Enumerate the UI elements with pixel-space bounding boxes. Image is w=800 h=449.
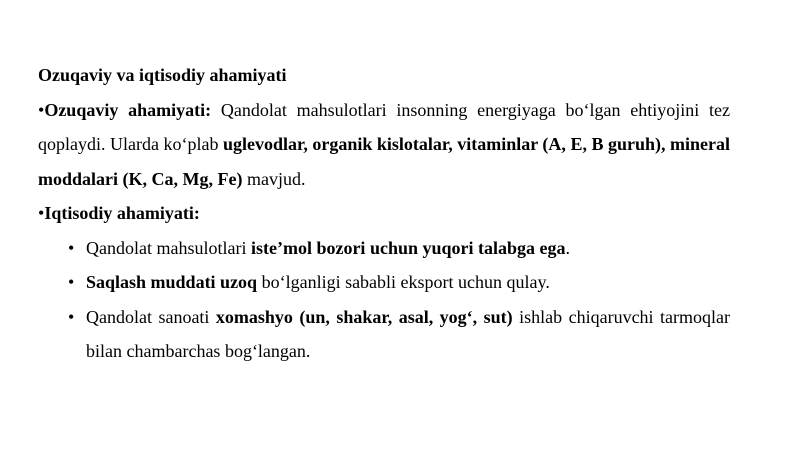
list-item-bold: Saqlash muddati uzoq	[86, 272, 258, 292]
list-item-bold: xomashyo (un, shakar, asal, yogʻ, sut)	[215, 306, 513, 327]
list-item-bold: iste’mol bozori uchun yuqori talabga ega	[250, 237, 566, 258]
nutritional-text-1: Qandolat mahsulotlari insonning energiyaga boʻlgan ehtiyojini tez qoplaydi. Ularda koʻplab	[38, 99, 730, 154]
list-item	[68, 300, 730, 369]
list-item-text: Qandolat mahsulotlari	[86, 237, 251, 258]
economic-list	[38, 231, 730, 369]
nutritional-text-2: mavjud.	[242, 168, 306, 189]
slide-content	[38, 58, 730, 369]
list-item-text: ishlab chiqaruvchi tarmoqlar bilan chambarchas bogʻlangan.	[86, 306, 730, 361]
list-item-text: .	[565, 237, 570, 258]
economic-heading: Iqtisodiy ahamiyati:	[44, 203, 200, 223]
bullet-icon: •	[68, 306, 75, 327]
list-item	[68, 265, 730, 300]
list-item	[68, 231, 730, 266]
bullet-icon: •	[68, 237, 75, 258]
nutritional-bold-text: uglevodlar, organik kislotalar, vitaminlar (A, E, B guruh), mineral moddalari (K, Ca, Mg, Fe)	[38, 134, 730, 189]
economic-heading-line	[38, 196, 730, 231]
bullet-icon: •	[68, 272, 75, 292]
bullet-marker: •	[38, 203, 45, 223]
nutritional-paragraph	[38, 93, 730, 197]
nutritional-heading: Ozuqaviy ahamiyati:	[44, 99, 212, 120]
bullet-marker: •	[38, 99, 45, 120]
slide-title: Ozuqaviy va iqtisodiy ahamiyati	[38, 65, 287, 85]
list-item-text: boʻlganligi sababli eksport uchun qulay.	[257, 272, 550, 292]
list-item-text: Qandolat sanoati	[86, 306, 216, 327]
